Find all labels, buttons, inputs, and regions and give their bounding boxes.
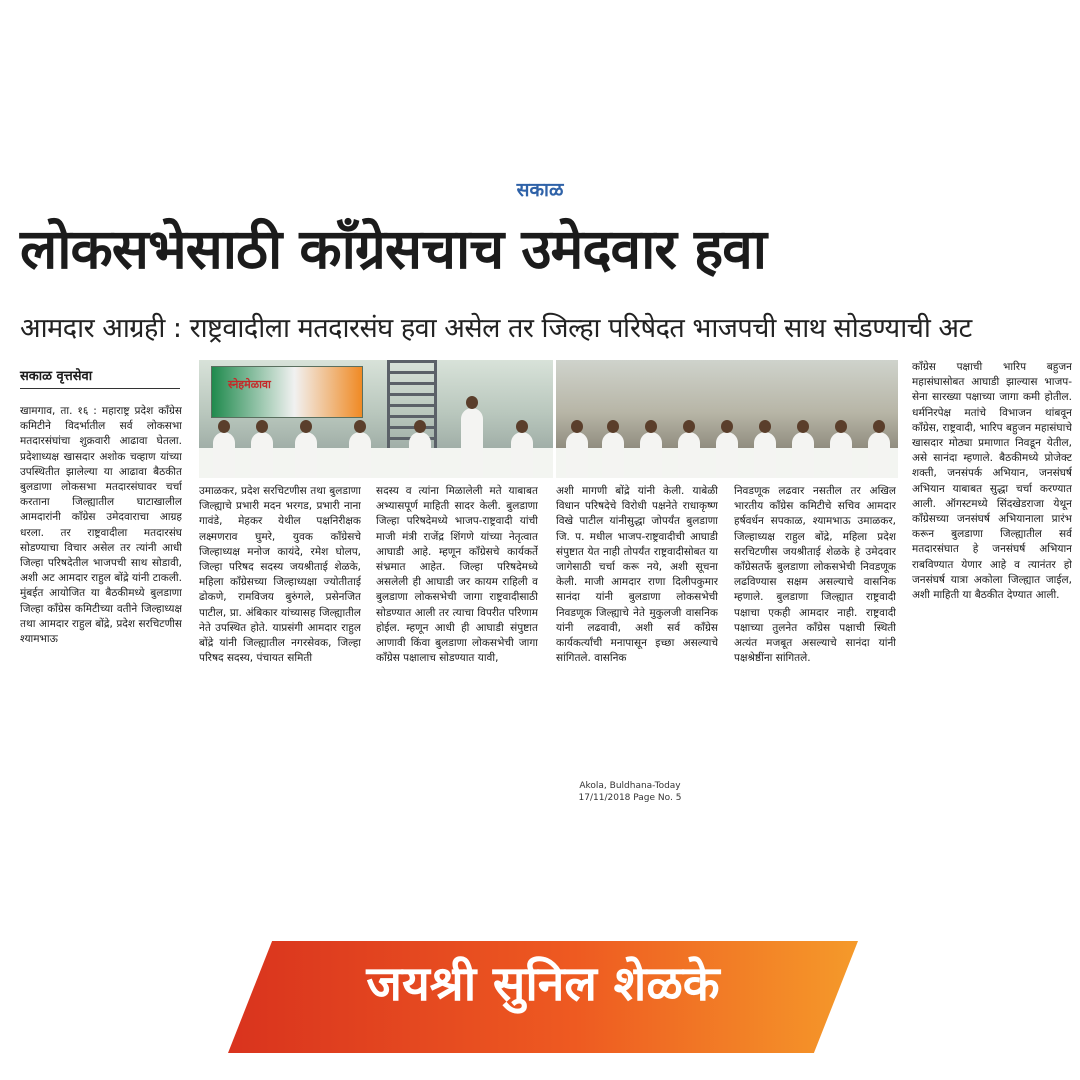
meeting-photo-right: [556, 360, 898, 478]
article-column-2: उमाळकर, प्रदेश सरचिटणीस तथा बुलडाणा जिल्ह्याचे प्रभारी मदन भरगड, प्रभारी नाना गावंडे, मेहकर येथील पक्षनिरीक्षक लक्ष्मणराव घुमरे, युवक काँग्रेसचे जिल्हाध्यक्ष मनोज कायंदे, रमेश घोलप, जिल्हा परिषद सदस्य जयश्रीताई शेळके, महिला काँग्रेसच्या जिल्हाध्यक्षा ज्योतीताई ढोकणे, रामविजय बुरुंगले, प्रसेनजित पाटील, प्रा. अंबिकार यांच्यासह जिल्ह्यातील नेते उपस्थित होते. याप्रसंगी आमदार राहुल बोंद्रे यांनी जिल्ह्यातील नगरसेवक, जिल्हा परिषद सदस्य, पंचायत समिती: [199, 485, 361, 665]
subheadline: आमदार आग्रही : राष्ट्रवादीला मतदारसंघ हवा असेल तर जिल्हा परिषेदत भाजपची साथ सोडण्याची अट: [20, 313, 972, 344]
speaker-figure: [461, 408, 483, 478]
attendee-figure: [251, 432, 273, 478]
attendee-figure: [295, 432, 317, 478]
date-line: 17/11/2018 Page No. 5: [578, 793, 682, 803]
attendee-figure: [754, 432, 776, 478]
byline: सकाळ वृत्तसेवा: [20, 366, 180, 389]
attendee-figure: [566, 432, 588, 478]
masthead: सकाळ: [516, 179, 564, 201]
attendee-figure: [640, 432, 662, 478]
attendee-figure: [716, 432, 738, 478]
attendee-figure: [678, 432, 700, 478]
attendee-figure: [409, 432, 431, 478]
attendee-figure: [830, 432, 852, 478]
name-banner-text: जयश्री सुनिल शेळके: [366, 956, 720, 1012]
attendee-figure: [213, 432, 235, 478]
article-column-6: काँग्रेस पक्षाची भारिप बहुजन महासंघासोबत आघाडी झाल्यास भाजप-सेना सारख्या पक्षाच्या जागा कमी होतील. धर्मनिरपेक्ष मतांचे विभाजन थांबवून काँग्रेस, राष्ट्रवादी, भारिप बहुजन महासंघाचे खासदार मोठ्या प्रमाणात निवडून येतील, असे सानंदा म्हणाले. बैठकीमध्ये प्रोजेक्ट शक्ती, जनसंपर्क अभियान, जनसंघर्ष अभियान याबाबत सुद्धा चर्चा करण्यात आली. ऑगस्टमध्ये सिंदखेडराजा येथून काँग्रेसच्या जनसंघर्ष अभियानाला प्रारंभ करून बुलडाणा जिल्ह्यातील सर्व मतदारसंघात हे जनसंघर्ष अभियान राबविण्यात येणार आहे व त्यानंतर हो जनसंघर्ष यात्रा अकोला जिल्ह्यात जाईल, अशी माहिती या बैठकीत देण्यात आली.: [912, 361, 1072, 602]
attendee-figure: [868, 432, 890, 478]
attendee-figure: [602, 432, 624, 478]
source-line: Akola, Buldhana-Today: [579, 781, 681, 791]
source-footer: [570, 780, 690, 804]
attendee-figure: [349, 432, 371, 478]
attendee-figure: [511, 432, 533, 478]
article-column-1: खामगाव, ता. १६ : महाराष्ट्र प्रदेश काँग्रेस कमिटीने विदर्भातील सर्व लोकसभा मतदारसंघांचा शुक्रवारी आढावा घेतला. प्रदेशाध्यक्ष खासदार अशोक चव्हाण यांच्या उपस्थितीत झालेल्या या आढावा बैठकीत बुलडाणा लोकसभा मतदारसंघावर चर्चा करताना जिल्ह्यातील घाटाखालील आमदारांनी काँग्रेस उमेदवाराचा आग्रह धरला. तर राष्ट्रवादीला मतदारसंघ सोडण्याचा विचार असेल तर त्यांनी आधी जिल्हा परिषदेतील भाजपची साथ सोडावी, अशी अट आमदार राहुल बोंद्रे यांनी टाकली. मुंबईत आयोजित या बैठकीमध्ये बुलडाणा जिल्हा काँग्रेस कमिटीच्या वतीने जिल्हाध्यक्ष तथा आमदार राहुल बोंद्रे, प्रदेश सरचिटणीस श्यामभाऊ: [20, 405, 182, 646]
photo-banner-text: स्नेहमेळावा: [228, 378, 271, 391]
article-column-3: सदस्य व त्यांना मिळालेली मते याबाबत अभ्यासपूर्ण माहिती सादर केली. बुलडाणा जिल्हा परिषदेमध्ये भाजप-राष्ट्रवादी यांची माजी मंत्री राजेंद्र शिंगणे यांच्या नेतृत्वात आघाडी आहे. म्हणून काँग्रेसचे कार्यकर्ते संभ्रमात आहेत. जिल्हा परिषदेमध्ये असलेली ही आघाडी जर कायम राहिली व बुलडाणा लोकसभेची जागा राष्ट्रवादीसाठी सोडण्यात आली तर त्याचा विपरीत परिणाम होईल. म्हणून आधी ही आघाडी संपुष्टात आणावी किंवा बुलडाणा लोकसभेची जागा काँग्रेस पक्षालाच सोडण्यात यावी,: [376, 485, 538, 665]
article-column-5: निवडणूक लढवार नसतील तर अखिल भारतीय काँग्रेस कमिटीचे सचिव आमदार हर्षवर्धन सपकाळ, श्यामभाऊ उमाळकर, जिल्हाध्यक्ष राहुल बोंद्रे, महिला प्रदेश सरचिटणीस जयश्रीताई शेळके हे उमेदवार काँग्रेसतर्फे बुलडाणा लोकसभेची निवडणूक लढविण्यास सक्षम असल्याचे वासनिक म्हणाले. बुलडाणा जिल्ह्यात राष्ट्रवादी पक्षाचा एकही आमदार नाही. राष्ट्रवादी पक्षाच्या तुलनेत काँग्रेस पक्षाची स्थिती अत्यंत मजबूत असल्याचे सानंदा यांनी पक्षश्रेष्ठींना सांगितले.: [734, 485, 896, 665]
attendee-figure: [792, 432, 814, 478]
headline: लोकसभेसाठी कॉंग्रेसचाच उमेदवार हवा: [20, 217, 767, 281]
meeting-photo-left: [199, 360, 553, 478]
photo-banner: [211, 366, 363, 418]
article-column-4: अशी मागणी बोंद्रे यांनी केली. याबेळी विधान परिषदेचे विरोधी पक्षनेते राधाकृष्ण विखे पाटील यांनीसुद्धा जोपर्यंत बुलडाणा जि. प. मधील भाजप-राष्ट्रवादीची आघाडी संपुष्टात येत नाही तोपर्यंत राष्ट्रवादीसोबत या जागेसाठी चर्चा करू नये, अशी सूचना केली. माजी आमदार राणा दिलीपकुमार सानंदा यांनी बुलडाणा लोकसभेची निवडणूक जिल्ह्याचे नेते मुकुलजी वासनिक यांनी लढवावी, अशी सर्व काँग्रेस कार्यकर्त्यांची मनापासून इच्छा असल्याचे सांगितले. वासनिक: [556, 485, 718, 665]
